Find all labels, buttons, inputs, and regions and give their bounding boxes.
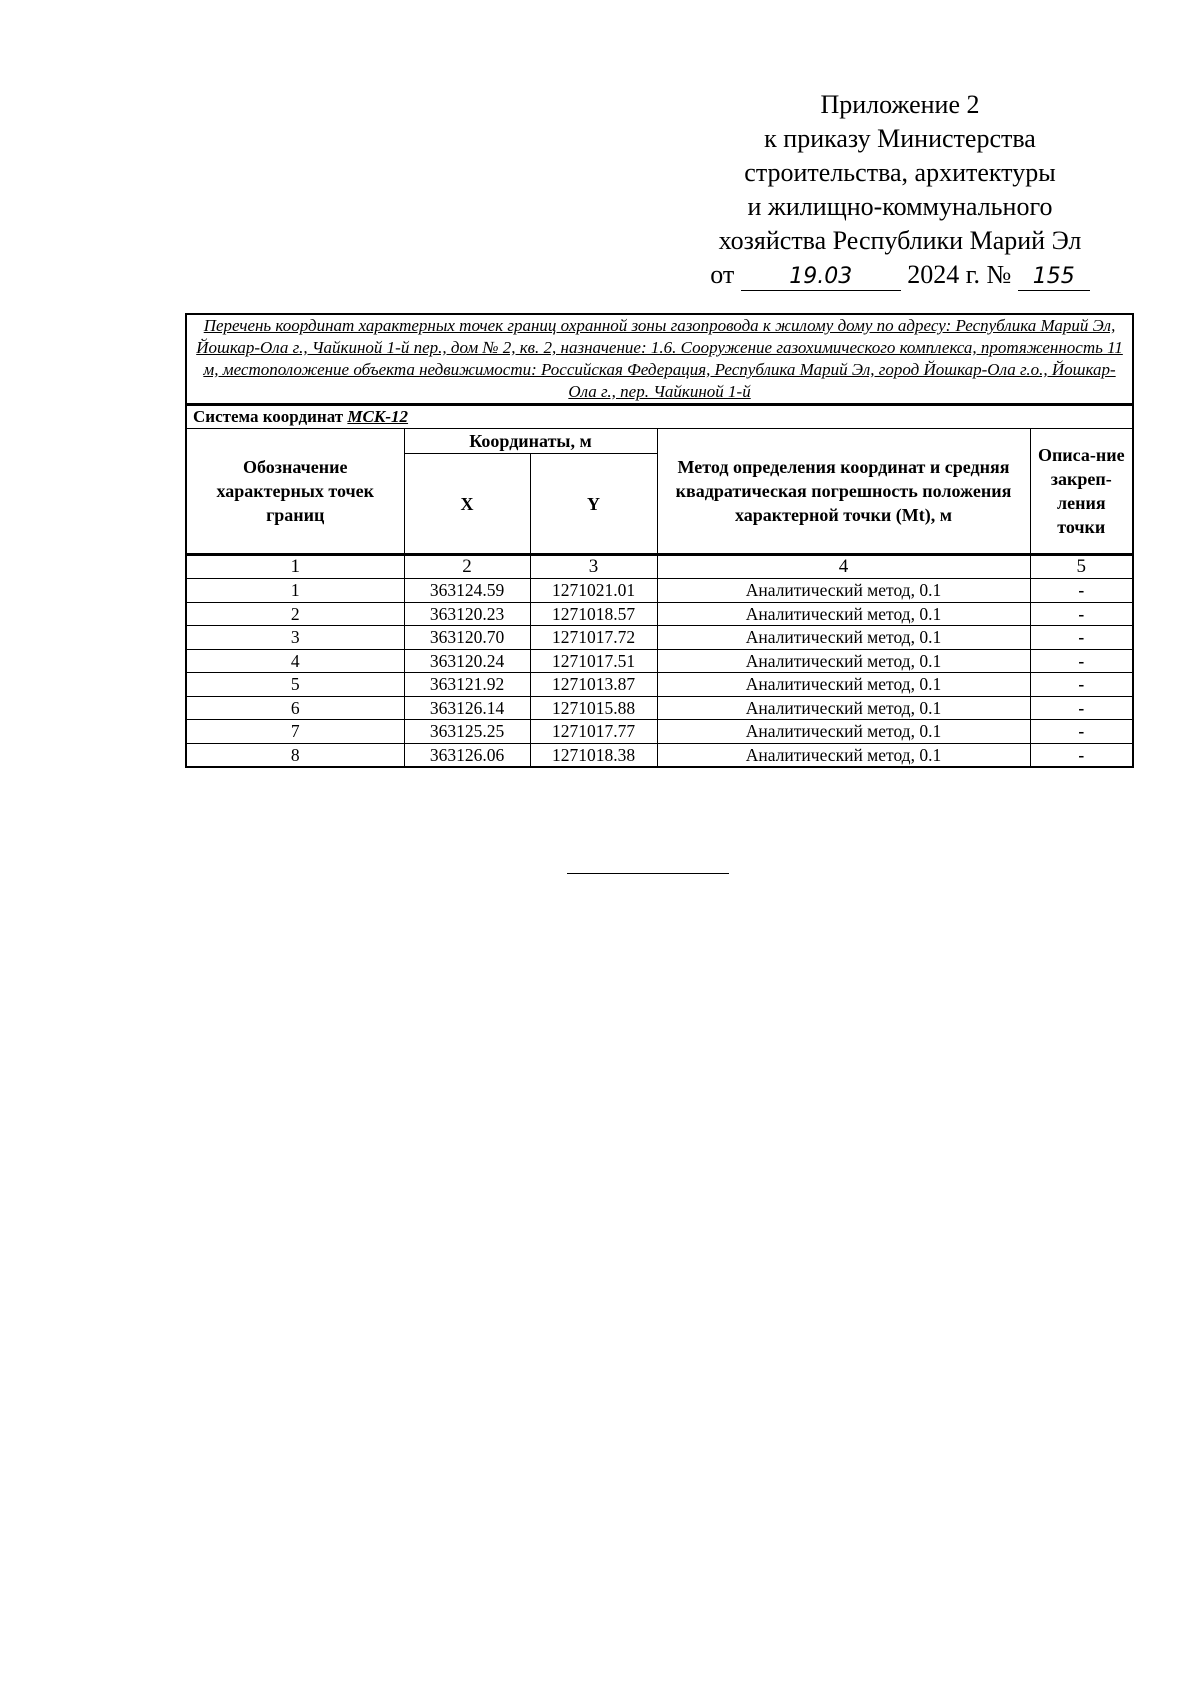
cell-method: Аналитический метод, 0.1 [657, 673, 1030, 697]
handwritten-date: 19.03 [741, 264, 901, 291]
cell-point: 8 [186, 743, 404, 767]
cell-x: 363125.25 [404, 720, 530, 744]
cell-y: 1271017.51 [530, 649, 657, 673]
cell-point: 3 [186, 626, 404, 650]
separator-line [567, 873, 729, 874]
header-method: Метод определения координат и средняя квадратическая погрешность положения характерной точки (Mt), м [657, 429, 1030, 555]
cell-method: Аналитический метод, 0.1 [657, 602, 1030, 626]
cell-method: Аналитический метод, 0.1 [657, 579, 1030, 603]
cell-method: Аналитический метод, 0.1 [657, 696, 1030, 720]
table-row [186, 602, 1133, 626]
header-line-housing: и жилищно-коммунального [747, 192, 1053, 221]
header-line-order: к приказу Министерства [764, 124, 1036, 153]
cell-y: 1271018.38 [530, 743, 657, 767]
cell-point: 1 [186, 579, 404, 603]
cell-point: 5 [186, 673, 404, 697]
cell-desc: - [1030, 743, 1133, 767]
cell-desc: - [1030, 649, 1133, 673]
table-row [186, 626, 1133, 650]
cell-method: Аналитический метод, 0.1 [657, 743, 1030, 767]
coordinate-system-value: МСК-12 [347, 407, 409, 426]
header-coordinates: Координаты, м [404, 429, 657, 454]
cell-method: Аналитический метод, 0.1 [657, 626, 1030, 650]
cell-y: 1271015.88 [530, 696, 657, 720]
cell-x: 363120.24 [404, 649, 530, 673]
header-line-appendix: Приложение 2 [820, 90, 980, 119]
coordinate-system-row [186, 405, 1133, 429]
appendix-header [680, 88, 1120, 292]
order-date-line [680, 258, 1120, 292]
header-line-ministry: строительства, архитектуры [744, 158, 1056, 187]
column-number: 2 [404, 555, 530, 579]
column-number-row [186, 555, 1133, 579]
table-title-row [186, 314, 1133, 405]
data-rows [186, 579, 1133, 768]
cell-method: Аналитический метод, 0.1 [657, 720, 1030, 744]
header-point: Обозначение характерных точек границ [186, 429, 404, 555]
table-row [186, 579, 1133, 603]
cell-x: 363120.70 [404, 626, 530, 650]
header-line-republic: хозяйства Республики Марий Эл [718, 226, 1082, 255]
cell-x: 363120.23 [404, 602, 530, 626]
cell-desc: - [1030, 673, 1133, 697]
header-row-1 [186, 429, 1133, 454]
cell-desc: - [1030, 579, 1133, 603]
table-row [186, 649, 1133, 673]
cell-x: 363126.06 [404, 743, 530, 767]
header-y: Y [530, 454, 657, 555]
table-row [186, 673, 1133, 697]
cell-point: 2 [186, 602, 404, 626]
table-title: Перечень координат характерных точек границ охранной зоны газопровода к жилому дому по адресу: Республика Марий Эл, Йошкар-Ола г., Чайкиной 1-й пер., дом № 2, кв. 2, назначение: 1.6. Сооружение газохимического комплекса, протяженность 11 м, местоположение объекта недвижимости: Российская Федерация, Республика Марий Эл, город Йошкар-Ола г.о., Йошкар-Ола г., пер. Чайкиной 1-й [186, 314, 1133, 405]
column-number: 3 [530, 555, 657, 579]
cell-method: Аналитический метод, 0.1 [657, 649, 1030, 673]
coordinates-table [185, 313, 1134, 768]
table-row [186, 696, 1133, 720]
cell-y: 1271013.87 [530, 673, 657, 697]
coordinate-system-pad [530, 405, 1133, 429]
cell-point: 7 [186, 720, 404, 744]
cell-x: 363121.92 [404, 673, 530, 697]
coordinate-system [186, 405, 530, 429]
cell-desc: - [1030, 720, 1133, 744]
cell-desc: - [1030, 696, 1133, 720]
cell-point: 6 [186, 696, 404, 720]
column-number: 5 [1030, 555, 1133, 579]
year-number-label: 2024 г. № [907, 260, 1012, 289]
handwritten-order-number: 155 [1018, 264, 1090, 291]
cell-x: 363124.59 [404, 579, 530, 603]
table-row [186, 743, 1133, 767]
header-description: Описа-ние закреп-ления точки [1030, 429, 1133, 555]
cell-y: 1271021.01 [530, 579, 657, 603]
cell-desc: - [1030, 626, 1133, 650]
coordinate-system-label: Система координат [193, 407, 344, 426]
cell-x: 363126.14 [404, 696, 530, 720]
cell-y: 1271017.72 [530, 626, 657, 650]
cell-y: 1271017.77 [530, 720, 657, 744]
cell-point: 4 [186, 649, 404, 673]
column-number: 1 [186, 555, 404, 579]
cell-desc: - [1030, 602, 1133, 626]
column-number: 4 [657, 555, 1030, 579]
date-prefix: от [710, 260, 735, 289]
cell-y: 1271018.57 [530, 602, 657, 626]
table-row [186, 720, 1133, 744]
header-x: X [404, 454, 530, 555]
